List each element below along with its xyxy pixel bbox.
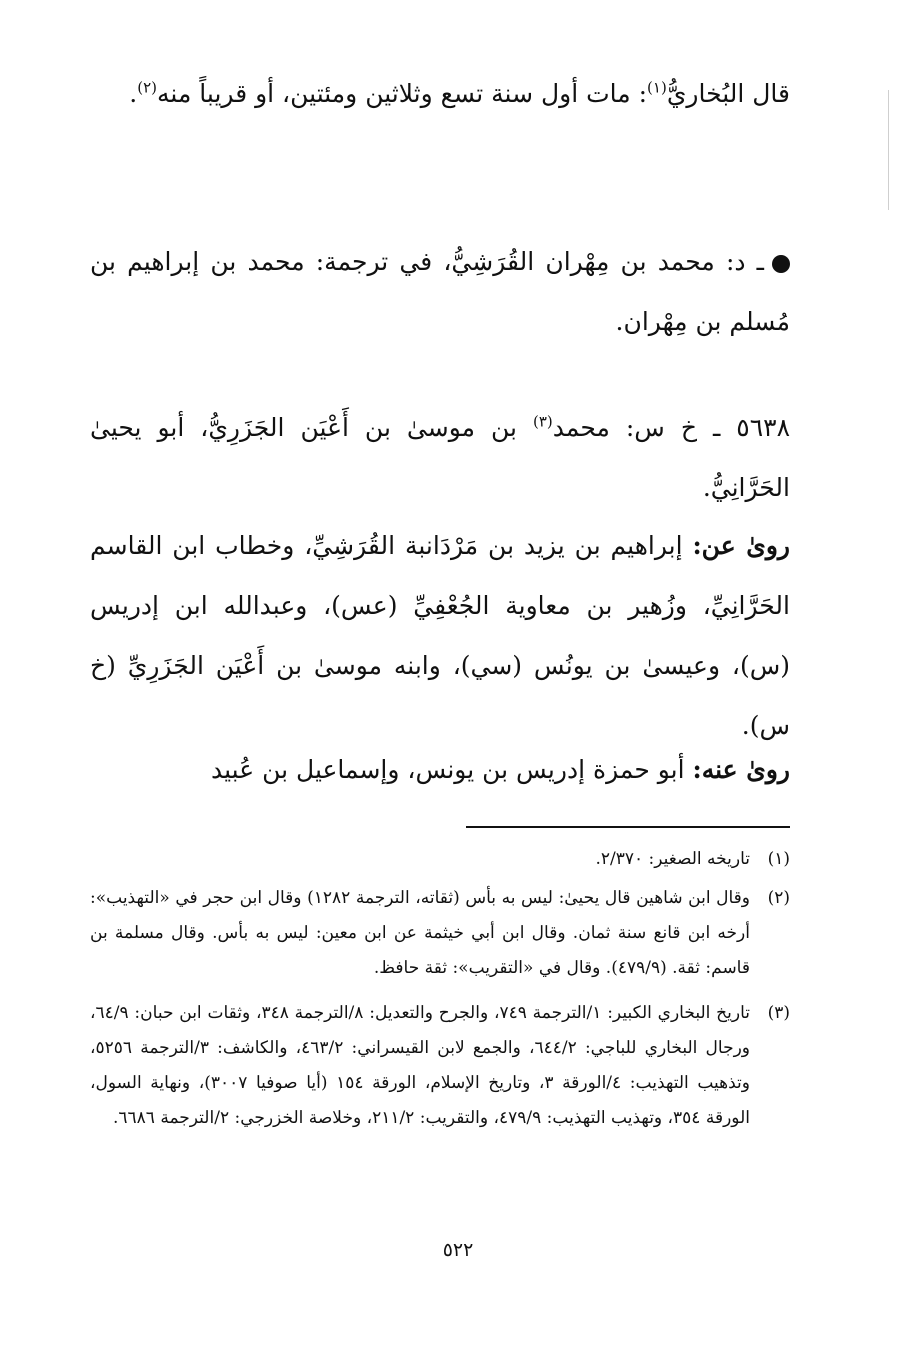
bullet-icon bbox=[772, 255, 790, 273]
entry-name-rest: بن موسىٰ بن أَعْيَن الجَزَرِيُّ، أبو يحيىٰ الحَرَّانِيُّ. bbox=[90, 413, 790, 502]
footnote-number: (٢) bbox=[767, 888, 790, 908]
paragraph-bukhari-quote bbox=[90, 64, 790, 124]
quote-end: . bbox=[129, 79, 138, 108]
footnote-2 bbox=[90, 881, 790, 986]
footnote-text: تاريخ البخاري الكبير: ١/الترجمة ٧٤٩، والجرح والتعديل: ٨/الترجمة ٣٤٨، وثقات ابن حبان: ٦٤/٩، ورجال البخاري للباجي: ٦٤٤/٢، والجمع لابن القيسراني: ٤٦٣/٢، والكاشف: ٣/الترجمة ٥٢٥٦، وتذهيب التهذيب: ٤/الورقة ٣، وتاريخ الإسلام، الورقة ١٥٤ (أيا صوفيا ٣٠٠٧)، ونهاية السول، الورقة ٣٥٤، وتهذيب التهذيب: ٤٧٩/٩، والتقريب: ٢١١/٢، وخلاصة الخزرجي: ٢/الترجمة ٦٦٨٦. bbox=[90, 1003, 751, 1128]
footnote-text: وقال ابن شاهين قال يحيىٰ: ليس به بأس (ثقاته، الترجمة ١٢٨٢) وقال ابن حجر في «التهذيب»: أرخه ابن قانع سنة ثمان. وقال ابن أبي خيثمة عن ابن معين: ليس به بأس. وقال مسلمة بن قاسم: ثقة. (٤٧٩/٩). وقال في «التقريب»: ثقة حافظ. bbox=[90, 888, 751, 978]
footnote-divider bbox=[466, 826, 790, 828]
narrated-from-label: روىٰ عن: bbox=[692, 531, 790, 560]
footnote-3 bbox=[90, 996, 790, 1136]
entry-heading bbox=[90, 398, 790, 518]
paragraph-narrated-from bbox=[90, 516, 790, 756]
narrated-by-text: أبو حمزة إدريس بن يونس، وإسماعيل بن عُبيد bbox=[211, 755, 693, 784]
footnote-1 bbox=[90, 842, 790, 877]
footnote-number: (١) bbox=[767, 849, 790, 869]
paragraph-narrated-by bbox=[90, 740, 790, 800]
footnote-ref-1[interactable]: (١) bbox=[647, 78, 667, 97]
margin-mark bbox=[888, 90, 889, 210]
footnote-ref-3[interactable]: (٣) bbox=[533, 412, 553, 431]
quote-body: : مات أول سنة تسع وثلاثين ومئتين، أو قريباً منه bbox=[157, 79, 648, 108]
footnote-text: تاريخه الصغير: ٢/٣٧٠. bbox=[595, 849, 750, 869]
narrated-from-text: إبراهيم بن يزيد بن مَرْدَانبة القُرَشِيِّ، وخطاب ابن القاسم الحَرَّانِيِّ، وزُهير بن معاوية الجُعْفِيِّ (عس)، وعبدالله ابن إدريس (س)، وعيسىٰ بن يونُس (سي)، وابنه موسىٰ بن أَعْيَن الجَزَرِيِّ (خ س). bbox=[90, 531, 790, 740]
cross-reference-text: ـ د: محمد بن مِهْران القُرَشِيُّ، في ترجمة: محمد بن إبراهيم بن مُسلم بن مِهْران. bbox=[90, 247, 790, 336]
footnote-number: (٣) bbox=[767, 1003, 790, 1023]
entry-number-and-name: ٥٦٣٨ ـ خ س: محمد bbox=[552, 413, 790, 442]
footnote-ref-2[interactable]: (٢) bbox=[137, 78, 157, 97]
paragraph-cross-reference bbox=[90, 232, 790, 352]
page-number: ٥٢٢ bbox=[442, 1239, 474, 1261]
narrated-by-label: روىٰ عنه: bbox=[692, 755, 790, 784]
quote-intro: قال البُخاريُّ bbox=[666, 79, 790, 108]
